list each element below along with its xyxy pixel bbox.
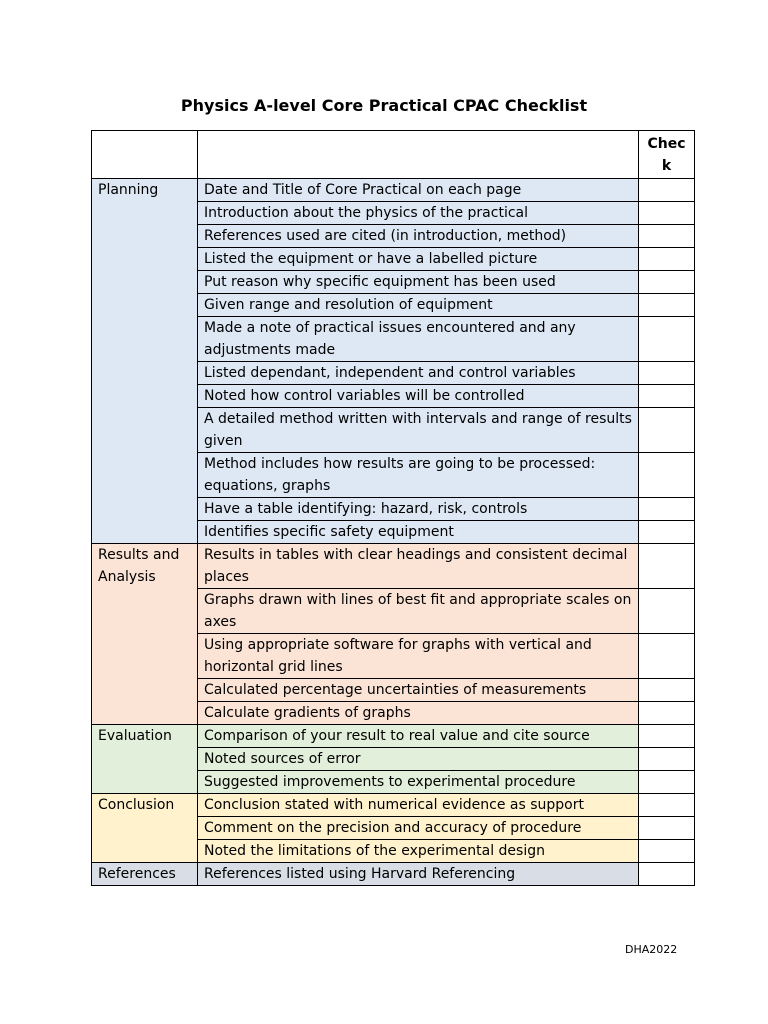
check-header-line-1: Chec xyxy=(647,136,686,152)
checklist-row xyxy=(92,544,695,589)
check-box-cell[interactable] xyxy=(639,248,695,271)
section-label: Results and Analysis xyxy=(92,544,198,725)
check-box-cell[interactable] xyxy=(639,202,695,225)
page-title: Physics A-level Core Practical CPAC Checklist xyxy=(180,96,588,115)
check-box-cell[interactable] xyxy=(639,817,695,840)
check-box-cell[interactable] xyxy=(639,679,695,702)
check-box-cell[interactable] xyxy=(639,385,695,408)
checklist-item: Comparison of your result to real value and cite source xyxy=(198,725,639,748)
check-box-cell[interactable] xyxy=(639,771,695,794)
checklist-item: Listed dependant, independent and control variables xyxy=(198,362,639,385)
checklist-table xyxy=(91,130,695,886)
check-box-cell[interactable] xyxy=(639,634,695,679)
footer-code: DHA2022 xyxy=(625,943,678,956)
check-box-cell[interactable] xyxy=(639,544,695,589)
checklist-item: Made a note of practical issues encountered and any adjustments made xyxy=(198,317,639,362)
checklist-item: Results in tables with clear headings and consistent decimal places xyxy=(198,544,639,589)
checklist-item: Noted sources of error xyxy=(198,748,639,771)
checklist-item: A detailed method written with intervals and range of results given xyxy=(198,408,639,453)
checklist-item: Comment on the precision and accuracy of procedure xyxy=(198,817,639,840)
check-box-cell[interactable] xyxy=(639,748,695,771)
check-box-cell[interactable] xyxy=(639,271,695,294)
header-item-cell xyxy=(198,131,639,179)
header-row xyxy=(92,131,695,179)
checklist-row xyxy=(92,863,695,886)
check-box-cell[interactable] xyxy=(639,453,695,498)
checklist-item: Noted the limitations of the experimental design xyxy=(198,840,639,863)
checklist-item: Calculate gradients of graphs xyxy=(198,702,639,725)
section-label: Conclusion xyxy=(92,794,198,863)
checklist-item: Graphs drawn with lines of best fit and appropriate scales on axes xyxy=(198,589,639,634)
check-box-cell[interactable] xyxy=(639,317,695,362)
checklist-item: Date and Title of Core Practical on each page xyxy=(198,179,639,202)
checklist-row xyxy=(92,794,695,817)
check-box-cell[interactable] xyxy=(639,294,695,317)
checklist-row xyxy=(92,725,695,748)
checklist-item: Calculated percentage uncertainties of measurements xyxy=(198,679,639,702)
checklist-item: Noted how control variables will be controlled xyxy=(198,385,639,408)
checklist-body xyxy=(92,131,695,886)
section-label: References xyxy=(92,863,198,886)
checklist-item: Put reason why specific equipment has been used xyxy=(198,271,639,294)
check-box-cell[interactable] xyxy=(639,408,695,453)
checklist-item: Suggested improvements to experimental procedure xyxy=(198,771,639,794)
check-box-cell[interactable] xyxy=(639,225,695,248)
check-column-header xyxy=(639,131,695,179)
check-box-cell[interactable] xyxy=(639,589,695,634)
check-box-cell[interactable] xyxy=(639,498,695,521)
checklist-row xyxy=(92,179,695,202)
checklist-item: References used are cited (in introduction, method) xyxy=(198,225,639,248)
checklist-item: Method includes how results are going to be processed: equations, graphs xyxy=(198,453,639,498)
check-box-cell[interactable] xyxy=(639,179,695,202)
checklist-item: Introduction about the physics of the practical xyxy=(198,202,639,225)
check-box-cell[interactable] xyxy=(639,840,695,863)
check-box-cell[interactable] xyxy=(639,725,695,748)
checklist-item: References listed using Harvard Referencing xyxy=(198,863,639,886)
section-label: Planning xyxy=(92,179,198,544)
section-label: Evaluation xyxy=(92,725,198,794)
header-section-cell xyxy=(92,131,198,179)
checklist-item: Listed the equipment or have a labelled picture xyxy=(198,248,639,271)
check-box-cell[interactable] xyxy=(639,863,695,886)
check-box-cell[interactable] xyxy=(639,521,695,544)
checklist-item: Have a table identifying: hazard, risk, controls xyxy=(198,498,639,521)
check-box-cell[interactable] xyxy=(639,794,695,817)
checklist-item: Given range and resolution of equipment xyxy=(198,294,639,317)
check-header-line-2: k xyxy=(661,158,672,174)
check-box-cell[interactable] xyxy=(639,362,695,385)
checklist-item: Using appropriate software for graphs with vertical and horizontal grid lines xyxy=(198,634,639,679)
checklist-item: Identifies specific safety equipment xyxy=(198,521,639,544)
check-box-cell[interactable] xyxy=(639,702,695,725)
checklist-item: Conclusion stated with numerical evidence as support xyxy=(198,794,639,817)
